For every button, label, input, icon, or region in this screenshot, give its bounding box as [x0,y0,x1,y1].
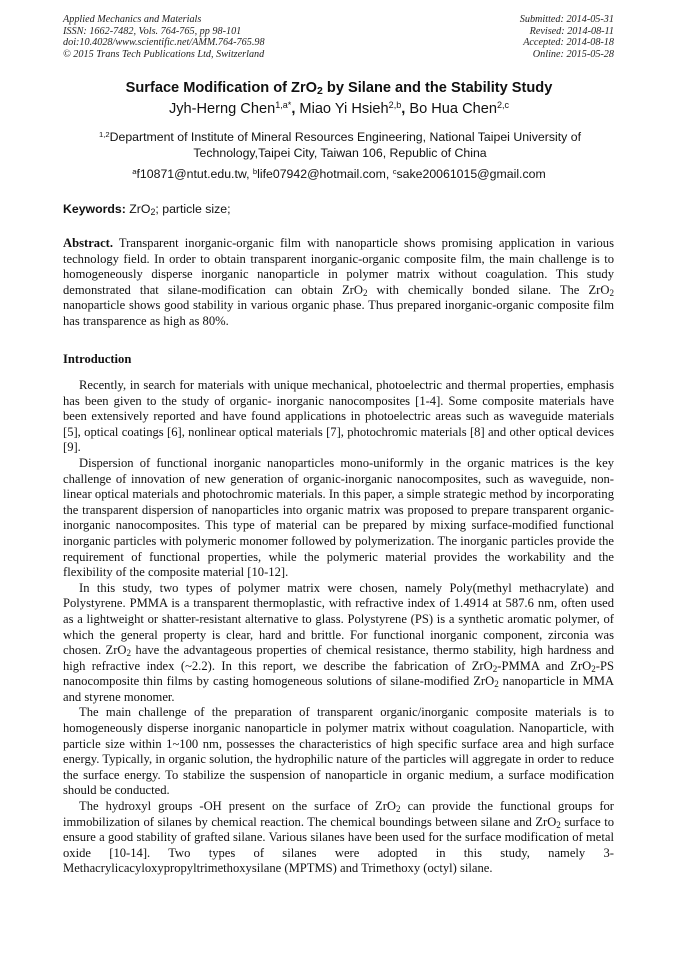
email-a: f10871@ntut.edu.tw, [136,167,253,181]
journal-header-right [520,14,614,60]
abstract-text: Transparent inorganic-organic film with nanoparticle shows promising application in various technology field. In order to obtain transparent inorganic-organic composite film, the main challenge is to homogeneously disperse inorganic nanoparticle in polymer matrix without coagulation. This study demonstrated that silane-modification can obtain ZrO [63,236,614,297]
keywords-rest: ; particle size; [155,202,231,216]
author-1: Jyh-Herng Chen [168,101,276,117]
paragraph-text: have the advantageous properties of chemical resistance, thermo stability, high hardness and high refractive index (~2.2). In this report, we describe the fabrication of ZrO [63,643,615,673]
abstract-text: with chemically bonded silane. The ZrO [367,282,610,297]
abstract-text: nanoparticle shows good stability in various organic phase. Thus prepared inorganic-organic composite film has transparence as high as 80%. [63,298,614,328]
author-separator: , [401,101,410,117]
paper-title [0,80,678,96]
issn-line: ISSN: 1662-7482, Vols. 764-765, pp 98-101 [63,25,242,37]
paragraph-text: The hydroxyl groups -OH present on the surface of ZrO [79,799,397,814]
keywords-label: Keywords: [63,202,126,216]
abstract-subscript: 2 [609,287,614,298]
keywords [63,202,231,216]
copyright-line: © 2015 Trans Tech Publications Ltd, Switzerland [63,48,265,60]
abstract-label: Abstract. [63,236,114,250]
affiliation-marker: 1,2 [99,129,110,139]
title-subscript: 2 [317,85,323,98]
journal-name: Applied Mechanics and Materials [63,14,202,25]
email-b: life07942@hotmail.com, [257,167,393,181]
paragraph-text: -PS nanocomposite thin films by casting homogeneous solutions of silane-modified ZrO [63,658,614,689]
submitted-date: Submitted: 2014-05-31 [519,14,614,25]
email-c: sake20061015@gmail.com [396,167,546,181]
paragraph-subscript: 2 [126,647,132,658]
author-3-affil: 2,c [496,100,510,111]
introduction-heading: Introduction [63,352,132,366]
author-1-affil: 1,a* [275,100,292,111]
email-list [0,167,678,181]
introduction-body [63,378,614,877]
paragraph-subscript: 2 [591,663,596,674]
paragraph-subscript: 2 [556,819,561,830]
affiliation-text: Department of Institute of Mineral Resources Engineering, National Taipei University of Technology,Taipei City, Taiwan 106, Republic of China [109,130,581,160]
intro-paragraph-3 [63,581,614,706]
paragraph-subscript: 2 [494,679,499,690]
keyword-1: ZrO [125,202,151,216]
affiliation [70,130,610,161]
author-2: Miao Yi Hsieh [299,101,389,117]
paragraph-text: surface to ensure a good stability of grafted silane. Various silanes have been used for the surface modification of metal oxide [10-14]. Two types of silanes were adopted in this study, namely 3-Methacrylicacyloxypropyltrimethoxysilane (MPTMS) and Trimethoxy (octyl) silane. [63,814,614,876]
abstract-subscript: 2 [362,287,368,298]
email-a-marker: a [132,166,137,176]
author-list [0,101,678,117]
paragraph-text: nanoparticle in MMA and styrene monomer. [63,674,615,704]
intro-paragraph-4: The main challenge of the preparation of transparent organic/inorganic composite materials is to homogeneously disperse inorganic nanoparticle in polymer matrix without coagulation. Nanoparticle, with particle size within 1~100 nm, possesses the characteristics of high specific surface area and high surface energy. Typically, in organic solution, the hydrophilic nature of the particles will aggregate in order to reduce the surface energy. To stabilize the suspension of nanoparticle in organic medium, a surface modification should be conducted. [63,705,614,798]
title-part1: Surface Modification of ZrO [125,80,317,96]
intro-paragraph-5 [63,799,614,877]
title-part2: by Silane and the Stability Study [322,80,553,96]
author-separator: , [291,101,300,117]
paragraph-text: -PMMA and ZrO [497,658,592,673]
paragraph-subscript: 2 [492,663,498,674]
intro-paragraph-1: Recently, in search for materials with unique mechanical, photoelectric and thermal properties, emphasis has been given to the study of organic- inorganic nanocomposites [1-4]. Some composite materials have been extensively reported and have found applications in photoelectric areas such as waveguide materials [5], optical coatings [6], nonlinear optical materials [7], photochromic materials [8] and other optical devices [9]. [63,378,614,455]
paragraph-text: In this study, two types of polymer matrix were chosen, namely Poly(methyl methacrylate) and Polystyrene. PMMA is a transparent thermoplastic, with refractive index of 1.4914 at 587.6 nm, often used as a lightweight or shatter-resistant alternative to glass. Polystyrene (PS) is a synthetic aromatic polymer, of which the general property is clear, hard and brittle. For functional inorganic component, zirconia was chosen. ZrO [63,580,614,658]
paragraph-text: can provide the functional groups for immobilization of silanes by chemical reaction. The chemical boundings between silane and ZrO [63,799,615,829]
online-date: Online: 2015-05-28 [532,48,614,60]
accepted-date: Accepted: 2014-08-18 [523,37,614,48]
paragraph-subscript: 2 [396,803,401,814]
email-b-marker: b [252,166,258,176]
author-2-affil: 2,b [388,100,402,111]
keyword-1-subscript: 2 [150,206,156,217]
doi-line: doi:10.4028/www.scientific.net/AMM.764-765.98 [63,37,265,48]
author-3: Bo Hua Chen [409,101,497,117]
abstract [63,236,614,330]
revised-date: Revised: 2014-08-11 [529,25,614,37]
email-c-marker: c [392,166,397,176]
intro-paragraph-2: Dispersion of functional inorganic nanoparticles mono-uniformly in the organic matrices is the key challenge of innovation of new generation of organic-inorganic nanocomposites, such as waveguide, non-linear optical materials and photochromic materials. In this paper, a simple strategic method by incorporating the transparent dispersion of nanoparticles into organic matrix was proposed to prepare transparent organic-inorganic nanocomposites. This type of material can be prepared by mixing surface-modified functional inorganic particles with polymeric monomer followed by polymerization. The inorganic particles provide the requirement of functional properties, while the polymeric material provides the workability and the flexibility of the composite material [10-12]. [63,455,614,580]
journal-header-left [63,14,265,60]
